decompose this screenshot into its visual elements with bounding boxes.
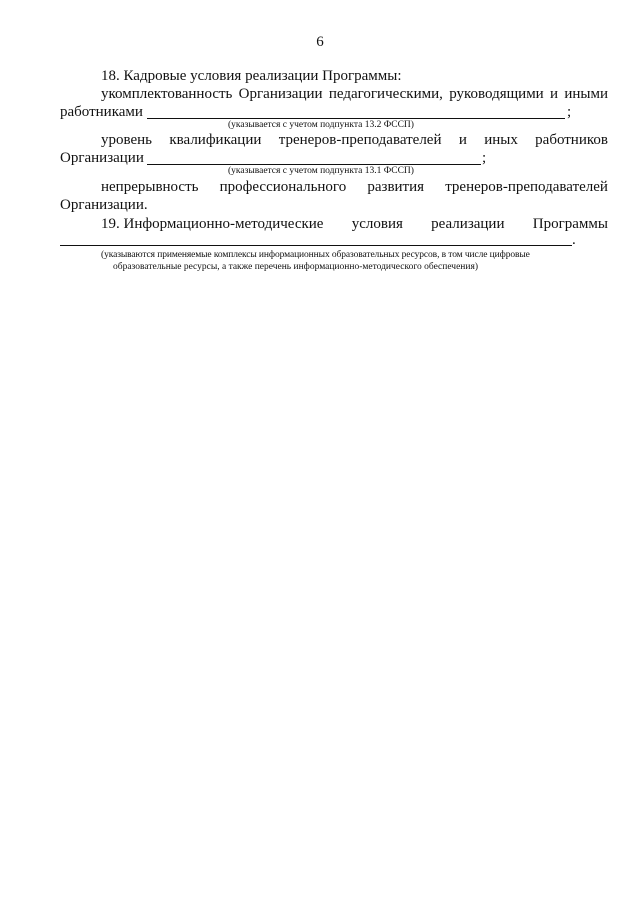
section-19-hint-line2: образовательные ресурсы, а также перечень информационно-методического обеспечения) [113, 262, 479, 272]
staffing-text-line1 [101, 85, 608, 103]
section-19-word: 19. Информационно-методические [101, 216, 324, 232]
staffing-semicolon: ; [567, 104, 572, 120]
qualification-word: иных [484, 132, 518, 148]
staffing-word: педагогическими, [328, 86, 443, 102]
staffing-word: укомплектованность [101, 86, 233, 102]
section-19-period: . [572, 232, 576, 248]
development-word: развития [367, 179, 425, 195]
qualification-word: тренеров-преподавателей [278, 132, 442, 148]
development-word: тренеров-преподавателей [445, 179, 608, 195]
staffing-word: иными [564, 86, 608, 102]
staffing-word: руководящими [449, 86, 544, 102]
qualification-word: уровень [101, 132, 153, 148]
page-number: 6 [316, 34, 324, 50]
staffing-hint: (указывается с учетом подпункта 13.2 ФССП) [228, 120, 414, 130]
section-19-hint-line1: (указываются применяемые комплексы информационных образовательных ресурсов, в том числе цифровые [101, 250, 530, 260]
section-18-heading: 18. Кадровые условия реализации Программы: [101, 68, 402, 84]
qualification-label: Организации [60, 150, 144, 166]
section-19-word: условия [351, 216, 403, 232]
section-19-word: реализации [431, 216, 505, 232]
development-word: непрерывность [101, 179, 199, 195]
qualification-word: квалификации [169, 132, 262, 148]
section-19-word: Программы [532, 216, 608, 232]
development-text-line1 [101, 178, 608, 196]
development-text-line2: Организации. [60, 197, 148, 213]
staffing-word: и [550, 86, 559, 102]
section-19-heading [101, 215, 608, 233]
development-word: профессионального [219, 179, 347, 195]
qualification-semicolon: ; [482, 150, 487, 166]
staffing-label: работниками [60, 104, 143, 120]
qualification-hint: (указывается с учетом подпункта 13.1 ФССП) [228, 166, 414, 176]
qualification-text-line1 [101, 131, 608, 149]
staffing-word: Организации [238, 86, 323, 102]
section-19-blank-line [60, 245, 572, 246]
qualification-word: и [458, 132, 467, 148]
qualification-word: работников [535, 132, 608, 148]
